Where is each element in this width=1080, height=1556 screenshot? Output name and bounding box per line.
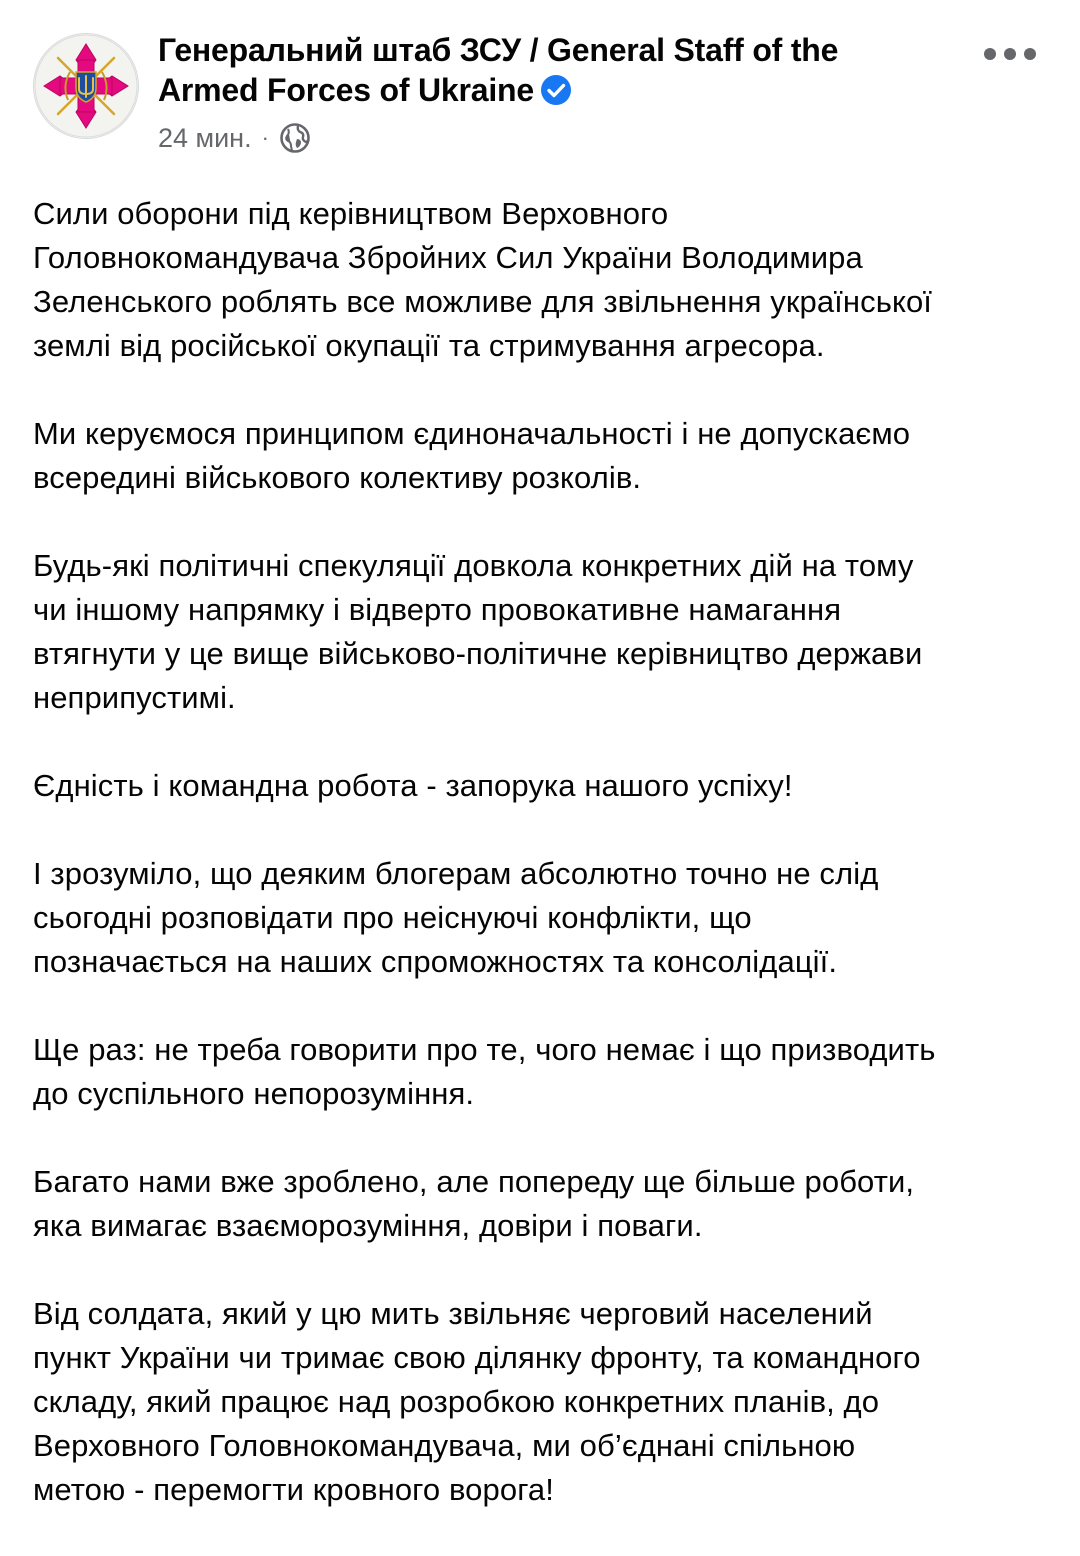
meta-separator: · (261, 125, 269, 150)
post-timestamp[interactable]: 24 мин. (158, 122, 252, 153)
paragraph (33, 412, 1053, 500)
text-line: всередині військового колективу розколів. (33, 460, 642, 495)
text-line: пункт України чи тримає свою ділянку фронту, та командного (33, 1340, 921, 1375)
more-options-icon[interactable] (984, 38, 1036, 70)
text-line: Єдність і командна робота - запорука нашого успіху! (33, 768, 793, 803)
post-text (33, 192, 1053, 1556)
more-dot (1004, 48, 1016, 60)
text-line: складу, який працює над розробкою конкретних планів, до (33, 1384, 880, 1419)
page-avatar[interactable] (33, 33, 139, 139)
text-line: яка вимагає взаєморозуміння, довіри і поваги. (33, 1208, 703, 1243)
more-dot (984, 48, 996, 60)
text-line: Будь-які політичні спекуляції довкола конкретних дій на тому (33, 548, 914, 583)
verified-badge-icon (540, 74, 572, 106)
text-line: Верховного Головнокомандувача, ми об’єднані спільною (33, 1428, 856, 1463)
more-dot (1024, 48, 1036, 60)
text-line: неприпустимі. (33, 680, 236, 715)
text-line: до суспільного непорозуміння. (33, 1076, 475, 1111)
text-line: Від солдата, який у цю мить звільняє черговий населений (33, 1296, 873, 1331)
text-line: І зрозуміло, що деяким блогерам абсолютно точно не слід (33, 856, 879, 891)
text-line: втягнути у це вище військово-політичне керівництво держави (33, 636, 923, 671)
text-line: землі від російської окупації та стримування агресора. (33, 328, 825, 363)
text-line: Головнокомандувача Збройних Сил України Володимира (33, 240, 863, 275)
paragraph (33, 192, 1053, 368)
paragraph (33, 764, 1053, 808)
text-line: чи іншому напрямку і відверто провокативне намагання (33, 592, 842, 627)
paragraph (33, 544, 1053, 720)
page-name-line-2-text: Armed Forces of Ukraine (158, 72, 534, 108)
text-line: Ми керуємося принципом єдиноначальності і не допускаємо (33, 416, 911, 451)
text-line: сьогодні розповідати про неіснуючі конфлікти, що (33, 900, 752, 935)
text-line: Сили оборони під керівництвом Верховного (33, 196, 669, 231)
paragraph (33, 1160, 1053, 1248)
page-name-link[interactable] (158, 30, 938, 110)
post-header (0, 0, 1080, 170)
paragraph (33, 1028, 1053, 1116)
page-name-line-2 (158, 70, 938, 110)
general-staff-emblem-icon (34, 34, 138, 138)
paragraph (33, 1292, 1053, 1512)
text-line: метою - перемогти кровного ворога! (33, 1472, 554, 1507)
text-line: Ще раз: не треба говорити про те, чого немає і що призводить (33, 1032, 936, 1067)
globe-icon[interactable] (279, 122, 311, 154)
paragraph (33, 852, 1053, 984)
text-line: Зеленського роблять все можливе для звільнення української (33, 284, 933, 319)
post-meta (158, 120, 311, 156)
text-line: Багато нами вже зроблено, але попереду ще більше роботи, (33, 1164, 915, 1199)
page-name-line-1: Генеральний штаб ЗСУ / General Staff of the (158, 32, 839, 68)
text-line: позначається на наших спроможностях та консолідації. (33, 944, 838, 979)
